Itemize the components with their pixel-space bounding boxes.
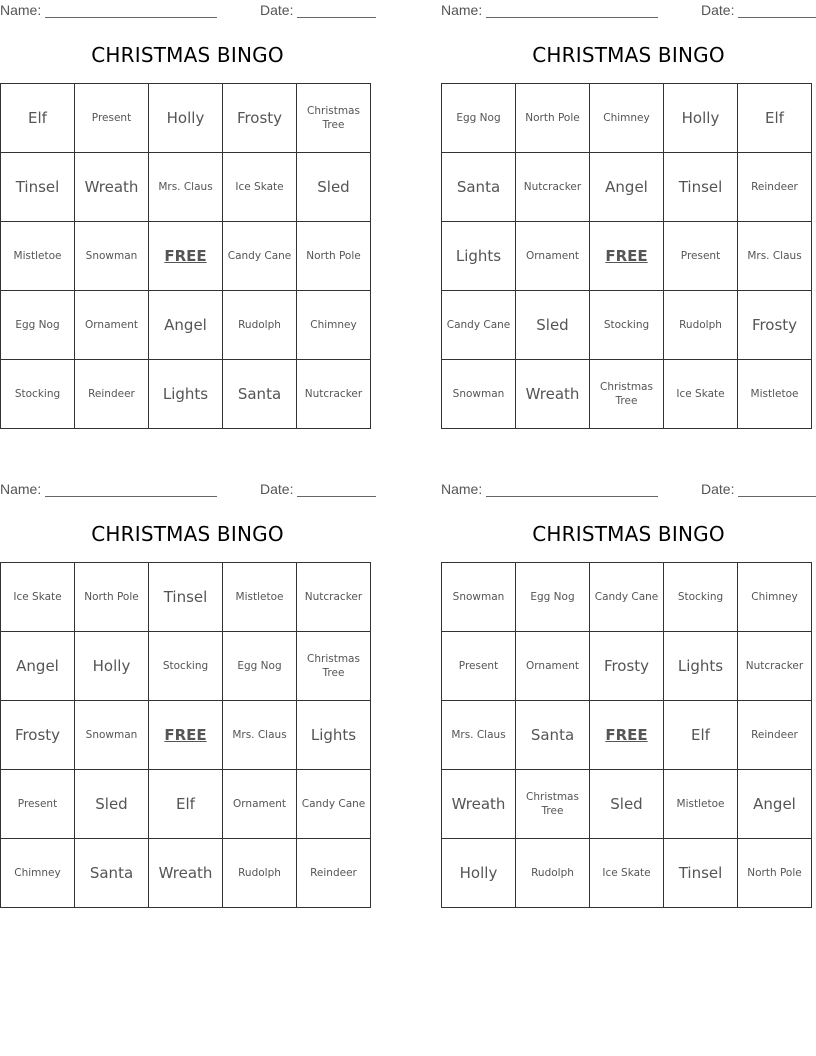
bingo-cell[interactable]: Santa (75, 839, 149, 908)
bingo-cell[interactable]: Santa (223, 360, 297, 429)
bingo-cell[interactable]: Chimney (1, 839, 75, 908)
bingo-cell[interactable]: Christmas Tree (516, 770, 590, 839)
date-line[interactable] (738, 496, 816, 497)
bingo-cell[interactable]: Reindeer (738, 701, 812, 770)
date-label: Date: (260, 481, 294, 497)
bingo-cell[interactable]: Present (442, 632, 516, 701)
bingo-cell[interactable]: North Pole (297, 222, 371, 291)
bingo-row (442, 701, 812, 770)
bingo-cell[interactable]: Mistletoe (223, 563, 297, 632)
free-space[interactable]: FREE (149, 701, 223, 770)
name-line[interactable] (45, 496, 217, 497)
bingo-cell[interactable]: Angel (738, 770, 812, 839)
bingo-cell[interactable]: Nutcracker (297, 360, 371, 429)
bingo-cell[interactable]: Angel (590, 153, 664, 222)
bingo-cell[interactable]: Sled (297, 153, 371, 222)
card-title: CHRISTMAS BINGO (532, 43, 725, 67)
bingo-cell[interactable]: Present (1, 770, 75, 839)
bingo-cell[interactable]: Chimney (738, 563, 812, 632)
bingo-cell[interactable]: Santa (516, 701, 590, 770)
bingo-cell[interactable]: Mrs. Claus (442, 701, 516, 770)
bingo-cell[interactable]: Frosty (1, 701, 75, 770)
bingo-cell[interactable]: Snowman (442, 563, 516, 632)
bingo-card (0, 0, 375, 440)
bingo-row (442, 222, 812, 291)
bingo-cell[interactable]: Candy Cane (590, 563, 664, 632)
name-line[interactable] (486, 496, 658, 497)
bingo-cell[interactable]: Lights (149, 360, 223, 429)
bingo-row (442, 360, 812, 429)
bingo-cell[interactable]: Wreath (149, 839, 223, 908)
bingo-cell[interactable]: Holly (149, 84, 223, 153)
bingo-cell[interactable]: Stocking (1, 360, 75, 429)
name-line[interactable] (486, 17, 658, 18)
bingo-cell[interactable]: Holly (75, 632, 149, 701)
bingo-cell[interactable]: Christmas Tree (297, 632, 371, 701)
bingo-grid (441, 83, 812, 429)
bingo-cell[interactable]: Elf (664, 701, 738, 770)
bingo-cell[interactable]: Candy Cane (223, 222, 297, 291)
bingo-cell[interactable]: Rudolph (664, 291, 738, 360)
bingo-cell[interactable]: Mrs. Claus (149, 153, 223, 222)
bingo-cell[interactable]: Stocking (664, 563, 738, 632)
free-space[interactable]: FREE (149, 222, 223, 291)
bingo-cell[interactable]: Snowman (442, 360, 516, 429)
bingo-cell[interactable]: Nutcracker (738, 632, 812, 701)
bingo-cell[interactable]: Lights (297, 701, 371, 770)
bingo-grid (0, 562, 371, 908)
bingo-cell[interactable]: Stocking (590, 291, 664, 360)
bingo-row (1, 839, 371, 908)
bingo-row (1, 360, 371, 429)
bingo-row (1, 701, 371, 770)
bingo-row (442, 563, 812, 632)
bingo-cell[interactable]: Ice Skate (223, 153, 297, 222)
bingo-cell[interactable]: Rudolph (223, 839, 297, 908)
bingo-cell[interactable]: North Pole (75, 563, 149, 632)
bingo-cell[interactable]: Tinsel (1, 153, 75, 222)
bingo-row (442, 770, 812, 839)
name-label: Name: (441, 2, 483, 18)
bingo-cell[interactable]: Ornament (223, 770, 297, 839)
bingo-cell[interactable]: North Pole (516, 84, 590, 153)
bingo-cell[interactable]: Reindeer (75, 360, 149, 429)
bingo-cell[interactable]: Elf (149, 770, 223, 839)
bingo-cell[interactable]: Stocking (149, 632, 223, 701)
bingo-cell[interactable]: Rudolph (516, 839, 590, 908)
bingo-card (441, 0, 816, 440)
bingo-cell[interactable]: Lights (442, 222, 516, 291)
bingo-row (442, 84, 812, 153)
bingo-cell[interactable]: Present (664, 222, 738, 291)
bingo-cell[interactable]: Nutcracker (516, 153, 590, 222)
bingo-cell[interactable]: Wreath (75, 153, 149, 222)
bingo-cell[interactable]: Sled (75, 770, 149, 839)
bingo-row (1, 222, 371, 291)
name-label: Name: (441, 481, 483, 497)
card-header (441, 481, 816, 499)
bingo-cell[interactable]: Holly (664, 84, 738, 153)
bingo-cell[interactable]: Egg Nog (442, 84, 516, 153)
bingo-cell[interactable]: Angel (1, 632, 75, 701)
bingo-row (442, 632, 812, 701)
bingo-row (442, 153, 812, 222)
bingo-row (1, 291, 371, 360)
bingo-cell[interactable]: Reindeer (297, 839, 371, 908)
bingo-cell[interactable]: Christmas Tree (590, 360, 664, 429)
bingo-cell[interactable]: Egg Nog (516, 563, 590, 632)
bingo-card (441, 479, 816, 919)
bingo-cell[interactable]: Elf (738, 84, 812, 153)
date-line[interactable] (738, 17, 816, 18)
bingo-cell[interactable]: Mistletoe (664, 770, 738, 839)
bingo-cell[interactable]: Wreath (516, 360, 590, 429)
date-line[interactable] (297, 17, 376, 18)
bingo-row (1, 632, 371, 701)
bingo-cell[interactable]: Chimney (297, 291, 371, 360)
bingo-cell[interactable]: Ornament (75, 291, 149, 360)
bingo-cell[interactable]: Christmas Tree (297, 84, 371, 153)
bingo-cell[interactable]: Tinsel (149, 563, 223, 632)
bingo-cell[interactable]: Mrs. Claus (223, 701, 297, 770)
bingo-cell[interactable]: Snowman (75, 701, 149, 770)
name-label: Name: (0, 481, 42, 497)
bingo-row (1, 84, 371, 153)
date-line[interactable] (297, 496, 376, 497)
bingo-row (1, 563, 371, 632)
bingo-cell[interactable]: Egg Nog (223, 632, 297, 701)
bingo-grid (441, 562, 812, 908)
date-label: Date: (701, 481, 735, 497)
date-label: Date: (701, 2, 735, 18)
bingo-cell[interactable]: Ice Skate (1, 563, 75, 632)
card-header (0, 481, 375, 499)
bingo-cell[interactable]: Elf (1, 84, 75, 153)
bingo-cell[interactable]: Tinsel (664, 839, 738, 908)
bingo-cell[interactable]: Frosty (223, 84, 297, 153)
bingo-cell[interactable]: Holly (442, 839, 516, 908)
bingo-cell[interactable]: Lights (664, 632, 738, 701)
bingo-row (442, 291, 812, 360)
bingo-cell[interactable]: Frosty (738, 291, 812, 360)
bingo-cell[interactable]: Santa (442, 153, 516, 222)
bingo-cell[interactable]: Ice Skate (590, 839, 664, 908)
bingo-cell[interactable]: Sled (516, 291, 590, 360)
card-header (0, 2, 375, 20)
bingo-cell[interactable]: Reindeer (738, 153, 812, 222)
bingo-card (0, 479, 375, 919)
bingo-cell[interactable]: Frosty (590, 632, 664, 701)
bingo-cell[interactable]: Mistletoe (738, 360, 812, 429)
bingo-cell[interactable]: Mistletoe (1, 222, 75, 291)
bingo-row (442, 839, 812, 908)
bingo-cell[interactable]: Ornament (516, 222, 590, 291)
bingo-cell[interactable]: Angel (149, 291, 223, 360)
bingo-cell[interactable]: Present (75, 84, 149, 153)
bingo-cell[interactable]: Nutcracker (297, 563, 371, 632)
bingo-cell[interactable]: Ornament (516, 632, 590, 701)
bingo-cell[interactable]: Candy Cane (297, 770, 371, 839)
bingo-cell[interactable]: Candy Cane (442, 291, 516, 360)
bingo-cell[interactable]: Egg Nog (1, 291, 75, 360)
card-header (441, 2, 816, 20)
date-label: Date: (260, 2, 294, 18)
name-label: Name: (0, 2, 42, 18)
bingo-grid (0, 83, 371, 429)
bingo-cell[interactable]: Snowman (75, 222, 149, 291)
bingo-row (1, 770, 371, 839)
bingo-row (1, 153, 371, 222)
bingo-cell[interactable]: Ice Skate (664, 360, 738, 429)
bingo-cell[interactable]: Chimney (590, 84, 664, 153)
card-title: CHRISTMAS BINGO (91, 522, 284, 546)
bingo-cell[interactable]: Sled (590, 770, 664, 839)
bingo-cell[interactable]: Tinsel (664, 153, 738, 222)
name-line[interactable] (45, 17, 217, 18)
bingo-cell[interactable]: Mrs. Claus (738, 222, 812, 291)
bingo-cell[interactable]: North Pole (738, 839, 812, 908)
free-space[interactable]: FREE (590, 222, 664, 291)
card-title: CHRISTMAS BINGO (532, 522, 725, 546)
bingo-cell[interactable]: Rudolph (223, 291, 297, 360)
free-space[interactable]: FREE (590, 701, 664, 770)
card-title: CHRISTMAS BINGO (91, 43, 284, 67)
bingo-cell[interactable]: Wreath (442, 770, 516, 839)
